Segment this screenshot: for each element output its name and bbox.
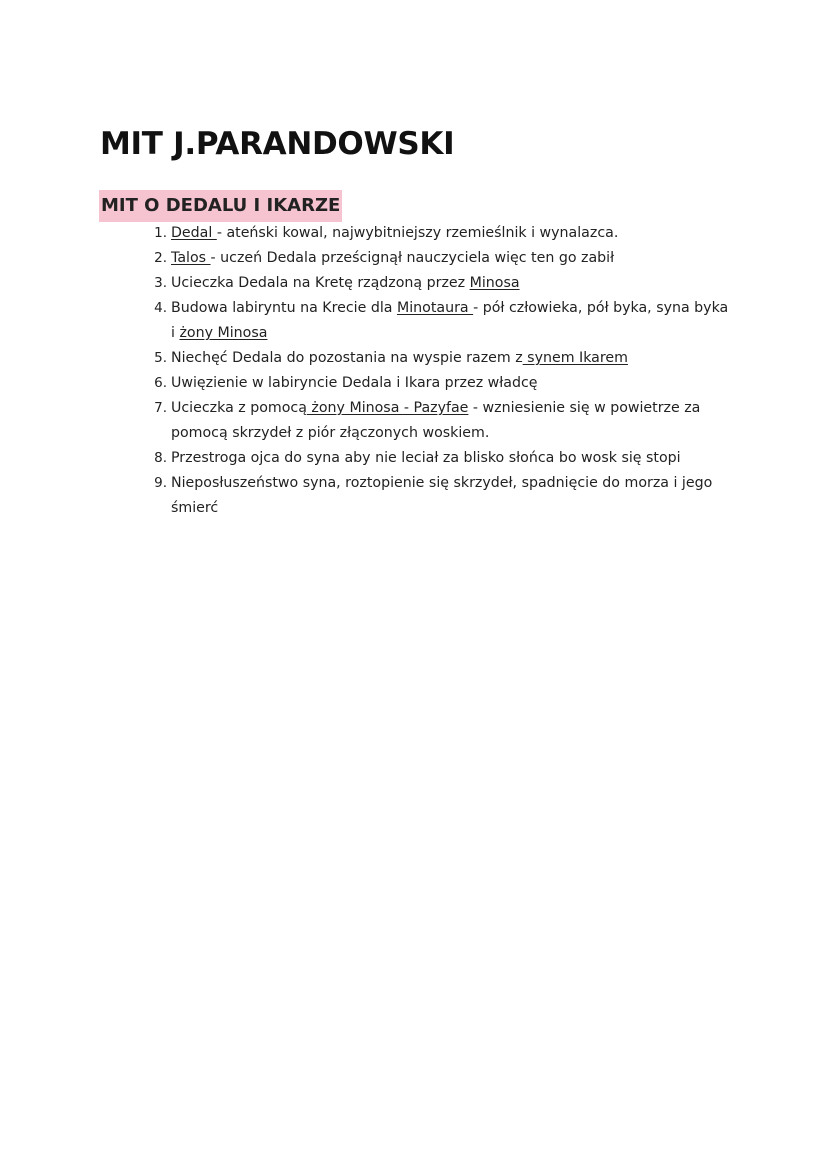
list-item-text: Nieposłuszeństwo syna, roztopienie się skrzydeł, spadnięcie do morza i jego śmierć: [171, 475, 713, 516]
list-item: [154, 371, 731, 396]
list-item: [154, 246, 731, 271]
list-item-text: Uwięzienie w labiryncie Dedala i Ikara przez władcę: [171, 375, 538, 391]
list-item-number: 1.: [154, 225, 167, 241]
list-item-number: 3.: [154, 275, 167, 291]
underlined-term: Dedal: [171, 225, 217, 241]
list-item-text: Budowa labiryntu na Krecie dla: [171, 300, 397, 316]
list-item: [154, 221, 731, 246]
underlined-term: żony Minosa - Pazyfae: [306, 400, 469, 416]
list-item-number: 2.: [154, 250, 167, 266]
list-item: [154, 471, 731, 521]
list-item-text: Niechęć Dedala do pozostania na wyspie razem z: [171, 350, 523, 366]
list-item: [154, 346, 731, 371]
underlined-term: synem Ikarem: [522, 350, 628, 366]
list-item-text: - wzniesienie się w powietrze za pomocą skrzydeł z piór złączonych woskiem.: [171, 400, 701, 441]
underlined-term: Talos: [171, 250, 211, 266]
list-item-number: 7.: [154, 400, 167, 416]
underlined-term: żony Minosa: [179, 325, 268, 341]
list-item: [154, 396, 731, 446]
underlined-term: Minosa: [469, 275, 520, 291]
document-title: MIT J.PARANDOWSKI: [100, 126, 455, 162]
list-item-text: Ucieczka Dedala na Kretę rządzoną przez: [171, 275, 470, 291]
list-item-number: 8.: [154, 450, 167, 466]
list-item-number: 4.: [154, 300, 167, 316]
list-item-text: Ucieczka z pomocą: [171, 400, 307, 416]
list-item-number: 5.: [154, 350, 167, 366]
list-item: [154, 271, 731, 296]
list-item-number: 9.: [154, 475, 167, 491]
underlined-term: Minotaura: [396, 300, 474, 316]
section-heading: MIT O DEDALU I IKARZE: [99, 190, 342, 222]
list-item-text: - uczeń Dedala prześcignął nauczyciela więc ten go zabił: [210, 250, 615, 266]
list-item-text: - pół człowieka, pół byka, syna byka i: [171, 300, 729, 341]
list-item: [154, 296, 731, 346]
numbered-list: [154, 221, 731, 521]
list-item-number: 6.: [154, 375, 167, 391]
list-item-text: - ateński kowal, najwybitniejszy rzemieślnik i wynalazca.: [216, 225, 619, 241]
list-item-text: Przestroga ojca do syna aby nie leciał za blisko słońca bo wosk się stopi: [171, 450, 681, 466]
list-item: [154, 446, 731, 471]
